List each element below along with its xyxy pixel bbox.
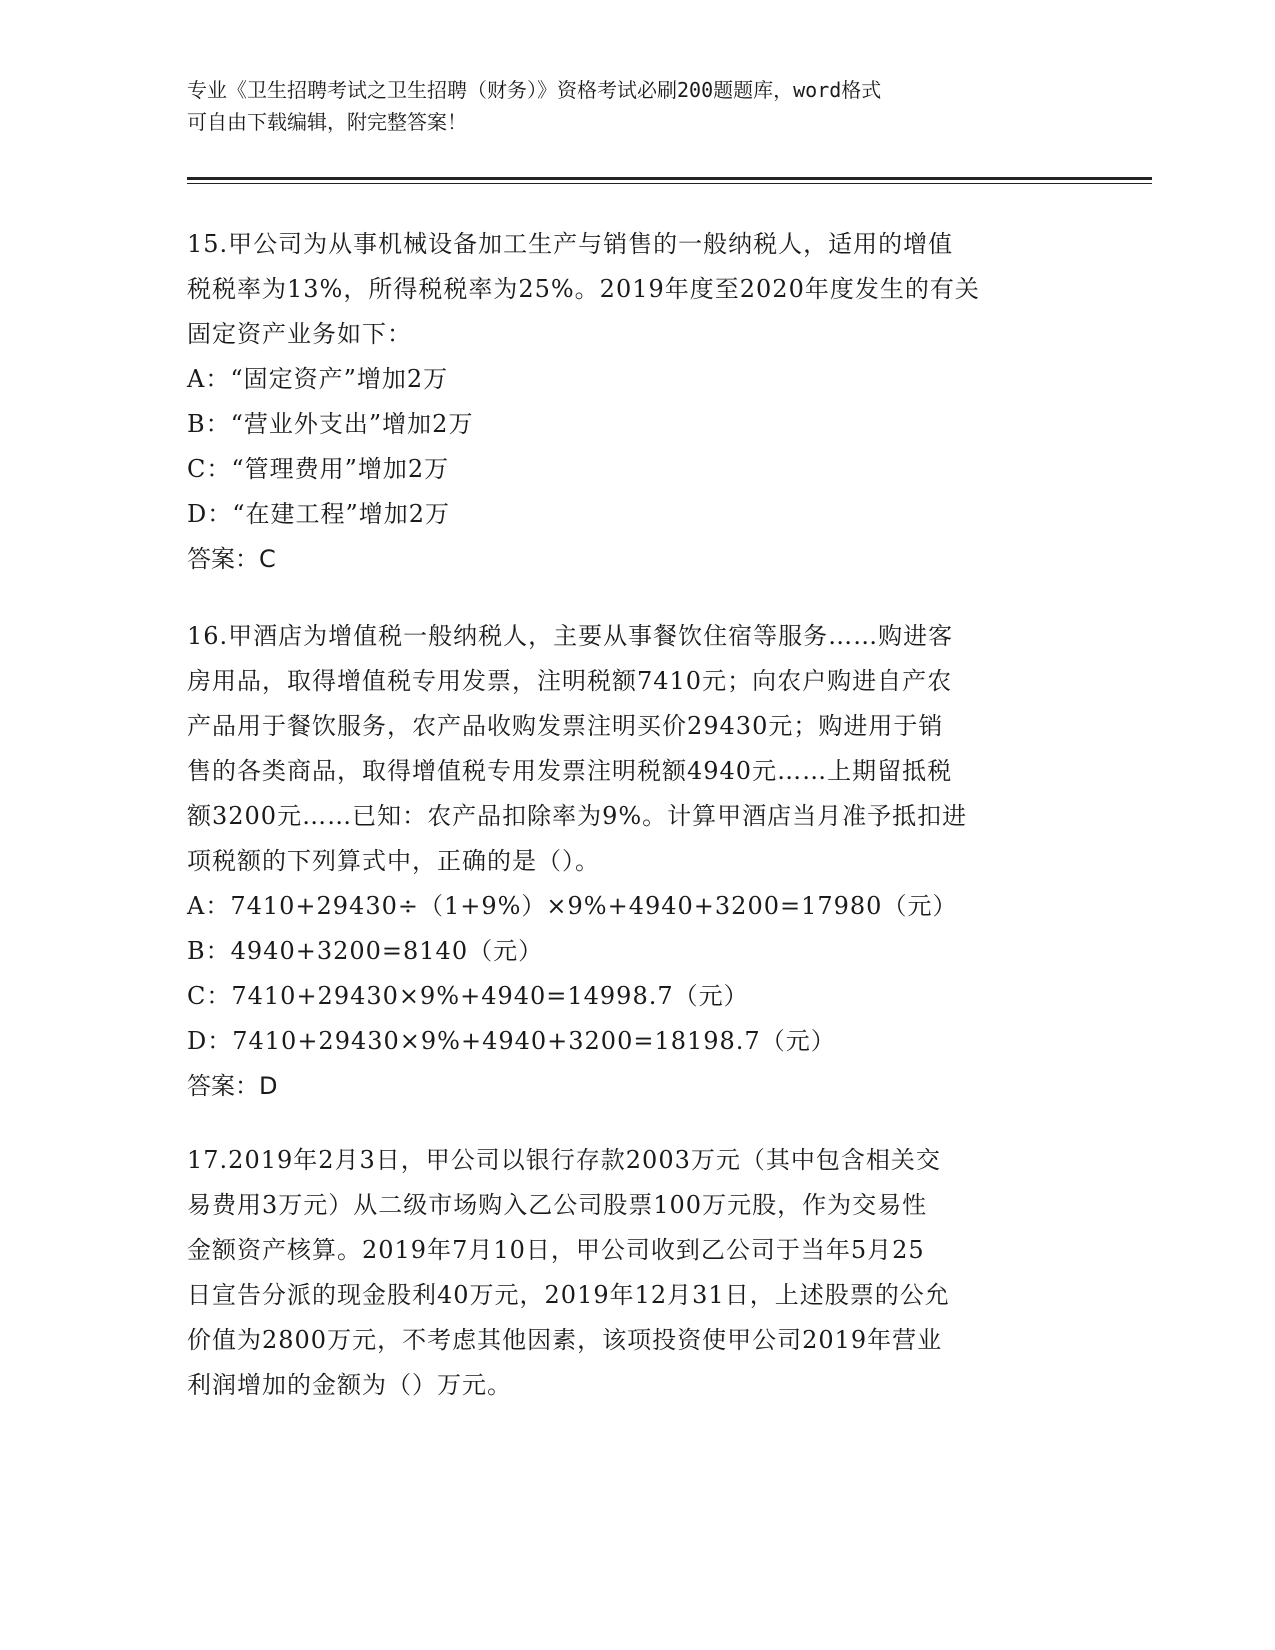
- question-16: [187, 614, 1087, 1109]
- question-stem-line: 售的各类商品，取得增值税专用发票注明税额4940元……上期留抵税: [187, 757, 953, 785]
- question-17: [187, 1138, 1087, 1408]
- option-a: A：“固定资产”增加2万: [187, 365, 449, 393]
- question-stem-line: 15.甲公司为从事机械设备加工生产与销售的一般纳税人，适用的增值: [187, 230, 954, 258]
- header-rule-thick: [187, 177, 1152, 180]
- question-stem-line: 日宣告分派的现金股利40万元，2019年12月31日，上述股票的公允: [187, 1281, 950, 1309]
- option-c: C：7410+29430×9%+4940=14998.7（元）: [187, 982, 749, 1010]
- question-stem-line: 项税额的下列算式中，正确的是（）。: [187, 847, 600, 875]
- question-stem-line: 金额资产核算。2019年7月10日，甲公司收到乙公司于当年5月25: [187, 1236, 925, 1264]
- option-b: B：4940+3200=8140（元）: [187, 937, 544, 965]
- question-stem-line: 17.2019年2月3日，甲公司以银行存款2003万元（其中包含相关交: [187, 1146, 941, 1174]
- document-header: [187, 74, 1067, 138]
- option-c: C：“管理费用”增加2万: [187, 455, 450, 483]
- option-d: D：7410+29430×9%+4940+3200=18198.7（元）: [187, 1027, 836, 1055]
- question-stem-line: 房用品，取得增值税专用发票，注明税额7410元；向农户购进自产农: [187, 667, 953, 695]
- option-a: A：7410+29430÷（1+9%）×9%+4940+3200=17980（元）: [187, 892, 958, 920]
- option-b: B：“营业外支出”增加2万: [187, 410, 474, 438]
- question-stem-line: 税税率为13%，所得税税率为25%。2019年度至2020年度发生的有关: [187, 275, 980, 303]
- header-rule-thin: [187, 183, 1152, 184]
- question-stem-line: 易费用3万元）从二级市场购入乙公司股票100万元股，作为交易性: [187, 1191, 928, 1219]
- question-stem-line: 价值为2800万元，不考虑其他因素，该项投资使甲公司2019年营业: [187, 1326, 943, 1354]
- question-stem-line: 产品用于餐饮服务，农产品收购发票注明买价29430元；购进用于销: [187, 712, 944, 740]
- question-stem-line: 固定资产业务如下：: [187, 320, 412, 348]
- header-line-1: 专业《卫生招聘考试之卫生招聘（财务）》资格考试必刷200题题库，word格式: [187, 78, 882, 102]
- question-stem-line: 额3200元……已知：农产品扣除率为9%。计算甲酒店当月准予抵扣进: [187, 802, 968, 830]
- answer: 答案：C: [187, 545, 276, 573]
- answer: 答案：D: [187, 1072, 278, 1100]
- question-stem-line: 利润增加的金额为（）万元。: [187, 1371, 512, 1399]
- question-15: [187, 222, 1087, 582]
- question-stem-line: 16.甲酒店为增值税一般纳税人，主要从事餐饮住宿等服务……购进客: [187, 622, 954, 650]
- header-line-2: 可自由下载编辑，附完整答案！: [187, 110, 467, 134]
- option-d: D：“在建工程”增加2万: [187, 500, 451, 528]
